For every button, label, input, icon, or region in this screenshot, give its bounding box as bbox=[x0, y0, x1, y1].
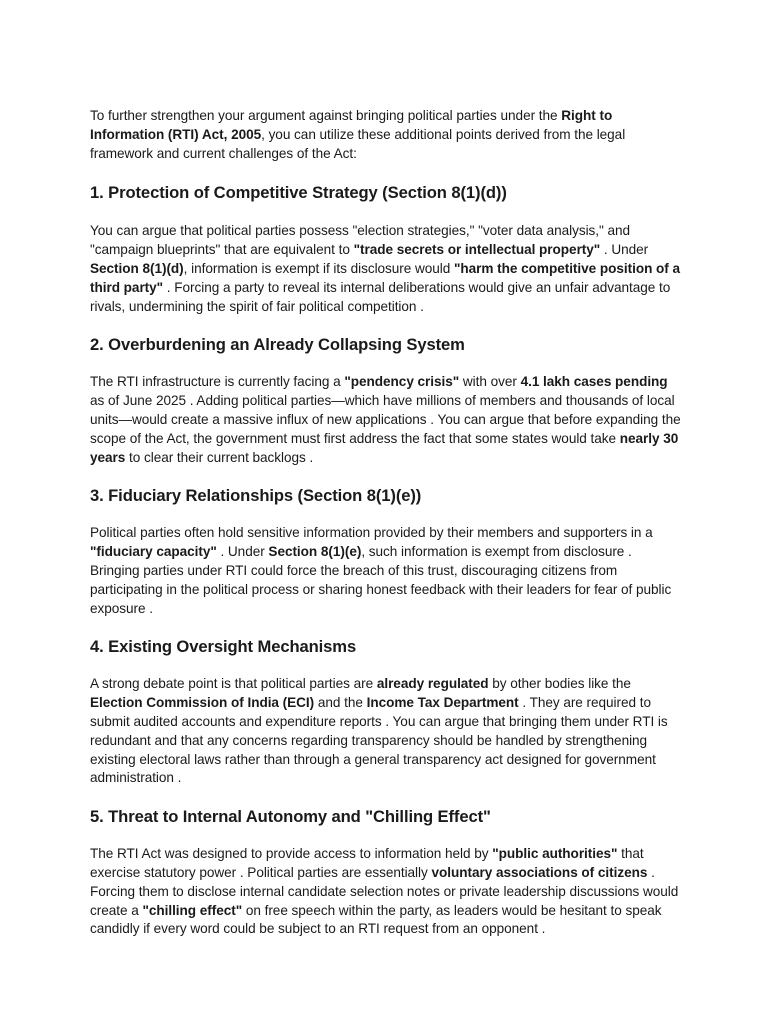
section-5-text-1: The RTI Act was designed to provide access to information held by bbox=[90, 846, 493, 862]
section-5-bold-1: "public authorities" bbox=[492, 846, 618, 862]
section-1-heading: 1. Protection of Competitive Strategy (Section 8(1)(d)) bbox=[90, 183, 507, 203]
document-page bbox=[90, 107, 682, 939]
section-2-heading: 2. Overburdening an Already Collapsing System bbox=[90, 335, 465, 355]
section-5-text-3: . Forcing them to disclose internal candidate selection notes or private leadership discussions would create a bbox=[90, 864, 679, 918]
section-3-paragraph bbox=[90, 524, 682, 618]
section-2-bold-1: "pendency crisis" bbox=[344, 374, 460, 390]
intro-paragraph bbox=[90, 107, 682, 163]
intro-text-1: To further strengthen your argument against bringing political parties under the bbox=[90, 108, 562, 123]
section-1-bold-1: "trade secrets or intellectual property" bbox=[353, 242, 601, 258]
section-4-bold-2: Election Commission of India (ECI) bbox=[90, 695, 315, 711]
section-4-paragraph bbox=[90, 675, 682, 788]
section-3-text-2: . Under bbox=[216, 544, 269, 560]
section-4-text-1: A strong debate point is that political parties are bbox=[90, 676, 377, 692]
section-4-bold-1: already regulated bbox=[376, 676, 489, 692]
intro-bold-act: Right to Information (RTI) Act, 2005 bbox=[90, 108, 613, 142]
section-5-text-4: on free speech within the party, as leaders would be hesitant to speak candidly if every word could be subject to an RTI request from an opponent . bbox=[90, 902, 662, 937]
section-3-text-3: , such information is exempt from disclosure . Bringing parties under RTI could force the breach of this trust, discouraging citizens from participating in the political process or sharing honest feedback with their leaders for fear of public exposure . bbox=[90, 544, 672, 616]
section-2-paragraph bbox=[90, 373, 682, 467]
section-1-bold-3: "harm the competitive position of a third party" bbox=[90, 260, 681, 295]
section-3-bold-2: Section 8(1)(e) bbox=[268, 544, 362, 560]
section-1-paragraph bbox=[90, 222, 682, 316]
section-4-text-2: by other bodies like the bbox=[488, 676, 631, 692]
section-5-paragraph bbox=[90, 845, 682, 939]
intro-text-2: , you can utilize these additional points derived from the legal framework and current challenges of the Act: bbox=[90, 126, 626, 161]
section-2-text-3: as of June 2025 . Adding political parties—which have millions of members and thousands of local units—would create a massive influx of new applications . You can argue that before expanding the scope of the Act, the government must first address the fact that some states would take bbox=[90, 393, 681, 446]
section-1-text-1: You can argue that political parties possess "election strategies," "voter data analysis," and "campaign blueprints" that are equivalent to bbox=[90, 223, 631, 258]
section-2-bold-3: nearly 30 years bbox=[90, 430, 679, 465]
section-5-bold-3: "chilling effect" bbox=[142, 902, 243, 918]
section-2-text-2: with over bbox=[459, 374, 521, 390]
section-4-heading: 4. Existing Oversight Mechanisms bbox=[90, 637, 357, 657]
section-4-text-3: and the bbox=[314, 695, 367, 711]
section-2-bold-2: 4.1 lakh cases pending bbox=[520, 374, 668, 390]
section-3-heading: 3. Fiduciary Relationships (Section 8(1)(e)) bbox=[90, 486, 422, 506]
section-3-text-1: Political parties often hold sensitive information provided by their members and supporters in a bbox=[90, 525, 653, 541]
section-1-text-4: . Forcing a party to reveal its internal deliberations would give an unfair advantage to rivals, undermining the spirit of fair political competition . bbox=[90, 279, 671, 314]
section-1-bold-2: Section 8(1)(d) bbox=[90, 260, 184, 276]
section-5-heading: 5. Threat to Internal Autonomy and "Chilling Effect" bbox=[90, 807, 491, 827]
section-4-bold-3: Income Tax Department bbox=[366, 695, 519, 711]
section-4-text-4: . They are required to submit audited accounts and expenditure reports . You can argue that bringing them under RTI is redundant and that any concerns regarding transparency should be handled by strengthening existing electoral laws rather than through a general transparency act designed for government administration . bbox=[90, 695, 668, 786]
section-3-bold-1: "fiduciary capacity" bbox=[90, 544, 217, 560]
section-1-text-3: , information is exempt if its disclosure would bbox=[183, 260, 455, 276]
section-2-text-1: The RTI infrastructure is currently facing a bbox=[90, 374, 345, 390]
section-1-text-2: . Under bbox=[600, 242, 649, 258]
section-2-text-4: to clear their current backlogs . bbox=[125, 449, 314, 465]
section-5-bold-2: voluntary associations of citizens bbox=[431, 864, 648, 880]
section-5-text-2: that exercise statutory power . Political parties are essentially bbox=[90, 846, 644, 880]
